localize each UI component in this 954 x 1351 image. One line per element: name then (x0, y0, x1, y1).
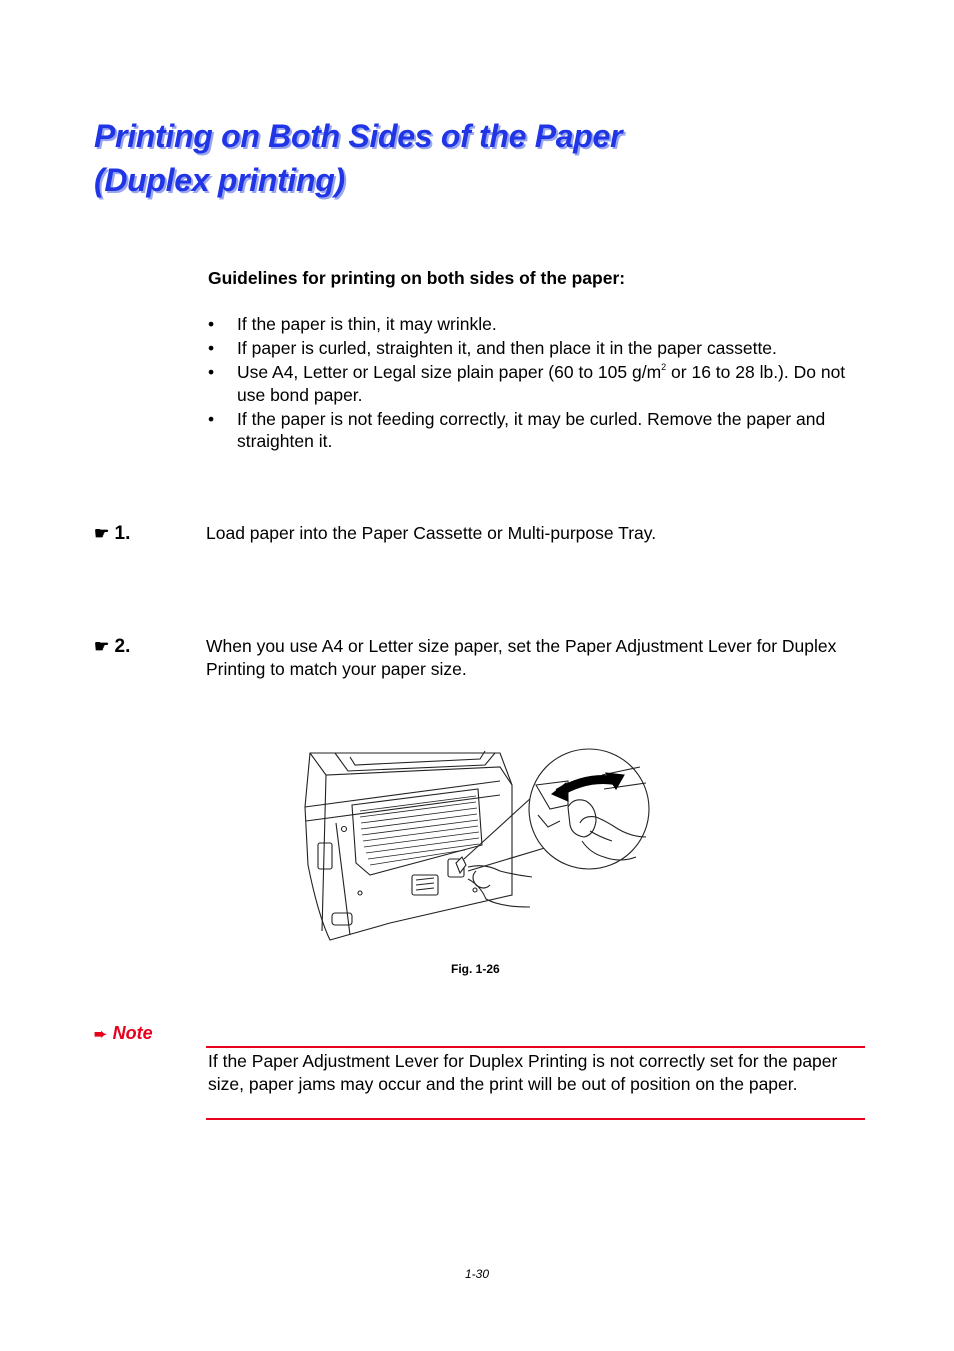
list-item-text-end: or 16 to 28 lb.). Do not use bond paper. (237, 362, 846, 405)
note-label: Note (112, 1023, 153, 1043)
step-number: 2. (114, 636, 131, 657)
list-item-text (237, 362, 845, 405)
figure-caption: Fig. 1-26 (451, 962, 500, 976)
note-divider-top (206, 1046, 865, 1048)
step-text: When you use A4 or Letter size paper, set the Paper Adjustment Lever for Duplex Printing to match your paper size. (206, 636, 837, 679)
bullet-icon: • (208, 314, 215, 334)
bullet-icon: • (208, 408, 215, 429)
list-item-text: If the paper is not feeding correctly, it may be curled. Remove the paper and straighten it. (237, 408, 826, 451)
note-divider-bottom (206, 1118, 865, 1120)
step-marker (94, 635, 130, 658)
step-text: Load paper into the Paper Cassette or Multi-purpose Tray. (206, 523, 657, 543)
superscript: 2 (661, 362, 667, 372)
guidelines-list (208, 313, 868, 454)
list-item-text: If paper is curled, straighten it, and then place it in the paper cassette. (237, 338, 777, 358)
page-title (94, 114, 894, 202)
list-item (208, 313, 868, 336)
pointing-hand-icon: ☛ (94, 524, 110, 543)
step-marker (94, 522, 130, 545)
list-item (208, 361, 868, 406)
guidelines-heading: Guidelines for printing on both sides of the paper: (208, 268, 626, 288)
note-heading (94, 1023, 153, 1044)
step-number: 1. (114, 523, 131, 544)
page-title-line-1: Printing on Both Sides of the Paper (94, 118, 623, 154)
list-item-text: If the paper is thin, it may wrinkle. (237, 314, 497, 334)
note-text: If the Paper Adjustment Lever for Duplex Printing is not correctly set for the paper size, paper jams may occur and the print will be out of position on the paper. (208, 1051, 838, 1094)
list-item (208, 408, 868, 453)
pointing-hand-icon: ☛ (94, 637, 110, 656)
list-item (208, 337, 868, 360)
page-title-line-2: (Duplex printing) (94, 162, 345, 198)
arrow-icon: ➨ (94, 1026, 107, 1043)
bullet-icon: • (208, 338, 215, 358)
list-item-text-start: Use A4, Letter or Legal size plain paper (60 to 105 g/m (237, 362, 662, 382)
printer-duplex-lever-illustration (300, 745, 660, 945)
page-number: 1-30 (465, 1267, 490, 1281)
bullet-icon: • (208, 362, 215, 382)
